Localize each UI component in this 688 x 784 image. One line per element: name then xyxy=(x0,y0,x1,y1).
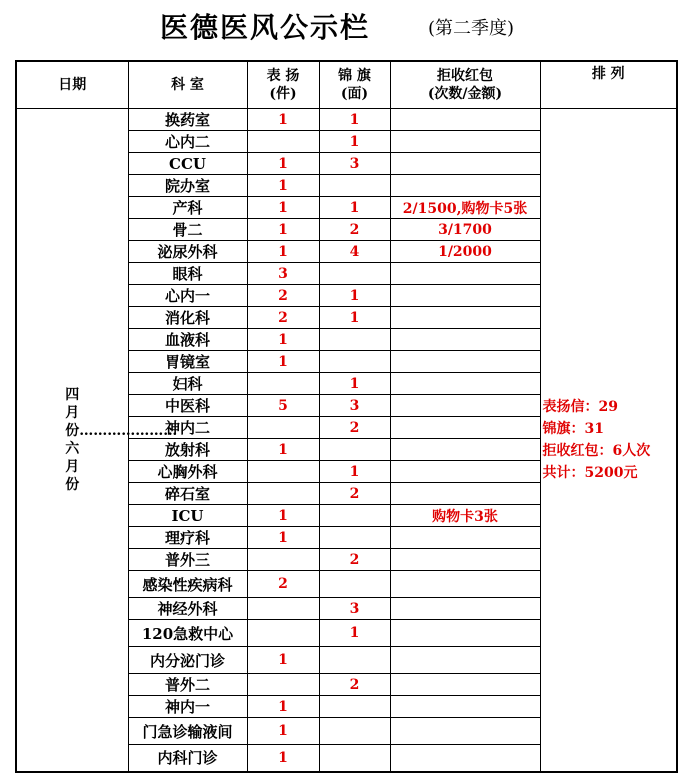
header-redpacket-line2: (次数/金额) xyxy=(427,86,503,102)
dept-cell: 神经外科 xyxy=(128,598,247,620)
praise-cell: 1 xyxy=(247,351,319,373)
banner-cell xyxy=(319,718,390,745)
banner-cell xyxy=(319,647,390,674)
praise-cell: 1 xyxy=(247,197,319,219)
praise-cell: 1 xyxy=(247,109,319,131)
summary-redpacket-total: 拒收红包：6人次 xyxy=(542,442,651,459)
dept-cell: 中医科 xyxy=(128,395,247,417)
notice-table xyxy=(15,60,678,773)
redpacket-cell xyxy=(390,395,540,417)
banner-cell: 1 xyxy=(319,461,390,483)
praise-cell: 1 xyxy=(247,241,319,263)
dept-cell: 神内一 xyxy=(128,696,247,718)
dept-cell: 普外三 xyxy=(128,549,247,571)
redpacket-cell: 购物卡3张 xyxy=(390,505,540,527)
redpacket-cell xyxy=(390,718,540,745)
banner-cell: 3 xyxy=(319,153,390,175)
praise-cell xyxy=(247,373,319,395)
redpacket-cell: 1/2000 xyxy=(390,241,540,263)
praise-cell: 1 xyxy=(247,175,319,197)
redpacket-cell xyxy=(390,598,540,620)
redpacket-cell xyxy=(390,674,540,696)
praise-cell: 5 xyxy=(247,395,319,417)
praise-cell xyxy=(247,598,319,620)
praise-cell xyxy=(247,549,319,571)
dept-cell: 内分泌门诊 xyxy=(128,647,247,674)
summary-banner-total: 锦旗：31 xyxy=(542,420,604,437)
redpacket-cell xyxy=(390,620,540,647)
dept-cell: 院办室 xyxy=(128,175,247,197)
dept-cell: 骨二 xyxy=(128,219,247,241)
header-rank: 排 列 xyxy=(540,61,677,109)
praise-cell: 1 xyxy=(247,329,319,351)
banner-cell: 2 xyxy=(319,549,390,571)
banner-cell xyxy=(319,351,390,373)
banner-cell xyxy=(319,263,390,285)
redpacket-cell xyxy=(390,696,540,718)
praise-cell: 1 xyxy=(247,219,319,241)
redpacket-cell xyxy=(390,175,540,197)
summary-praise-total: 表扬信：29 xyxy=(542,398,618,415)
dept-cell: CCU xyxy=(128,153,247,175)
redpacket-cell: 2/1500,购物卡5张 xyxy=(390,197,540,219)
redpacket-cell xyxy=(390,527,540,549)
header-praise-line2: (件) xyxy=(269,86,297,102)
redpacket-cell xyxy=(390,439,540,461)
banner-cell: 2 xyxy=(319,674,390,696)
redpacket-cell xyxy=(390,307,540,329)
dept-cell: 换药室 xyxy=(128,109,247,131)
banner-cell: 1 xyxy=(319,131,390,153)
summary-cell xyxy=(540,109,677,772)
header-banner-line1: 锦 旗 xyxy=(338,68,371,84)
banner-cell xyxy=(319,329,390,351)
redpacket-cell xyxy=(390,461,540,483)
banner-cell: 1 xyxy=(319,307,390,329)
redpacket-cell: 3/1700 xyxy=(390,219,540,241)
redpacket-cell xyxy=(390,109,540,131)
dept-cell: 心内一 xyxy=(128,285,247,307)
dept-cell: 胃镜室 xyxy=(128,351,247,373)
banner-cell xyxy=(319,696,390,718)
praise-cell: 2 xyxy=(247,571,319,598)
banner-cell: 3 xyxy=(319,395,390,417)
banner-cell: 2 xyxy=(319,417,390,439)
redpacket-cell xyxy=(390,571,540,598)
header-redpacket-line1: 拒收红包 xyxy=(437,68,493,84)
dept-cell: 碎石室 xyxy=(128,483,247,505)
redpacket-cell xyxy=(390,483,540,505)
dept-cell: 神内二 xyxy=(128,417,247,439)
header-row xyxy=(16,61,677,109)
dept-cell: 理疗科 xyxy=(128,527,247,549)
praise-cell xyxy=(247,417,319,439)
praise-cell xyxy=(247,461,319,483)
banner-cell: 1 xyxy=(319,373,390,395)
praise-cell: 1 xyxy=(247,718,319,745)
praise-cell: 2 xyxy=(247,285,319,307)
redpacket-cell xyxy=(390,549,540,571)
praise-cell: 1 xyxy=(247,696,319,718)
praise-cell: 1 xyxy=(247,527,319,549)
redpacket-cell xyxy=(390,417,540,439)
period-text: 四月份…………………六月份 xyxy=(65,386,178,493)
banner-cell: 1 xyxy=(319,620,390,647)
header-dept: 科 室 xyxy=(128,61,247,109)
praise-cell xyxy=(247,131,319,153)
period-cell xyxy=(16,109,178,772)
praise-cell: 1 xyxy=(247,647,319,674)
table-row xyxy=(16,109,677,131)
redpacket-cell xyxy=(390,285,540,307)
header-praise xyxy=(247,61,319,109)
header-banner xyxy=(319,61,390,109)
praise-cell xyxy=(247,483,319,505)
dept-cell: 内科门诊 xyxy=(128,745,247,772)
dept-cell: 眼科 xyxy=(128,263,247,285)
redpacket-cell xyxy=(390,153,540,175)
banner-cell: 1 xyxy=(319,109,390,131)
banner-cell xyxy=(319,439,390,461)
header-praise-line1: 表 扬 xyxy=(266,68,300,84)
banner-cell xyxy=(319,571,390,598)
page-title: 医德医风公示栏 xyxy=(160,11,371,44)
redpacket-cell xyxy=(390,373,540,395)
page-subtitle: (第二季度) xyxy=(428,18,515,39)
banner-cell xyxy=(319,505,390,527)
banner-cell: 2 xyxy=(319,219,390,241)
dept-cell: 泌尿外科 xyxy=(128,241,247,263)
banner-cell xyxy=(319,745,390,772)
praise-cell: 1 xyxy=(247,153,319,175)
dept-cell: 感染性疾病科 xyxy=(128,571,247,598)
dept-cell: 心胸外科 xyxy=(128,461,247,483)
dept-cell: 产科 xyxy=(128,197,247,219)
dept-cell: 消化科 xyxy=(128,307,247,329)
header-banner-line2: (面) xyxy=(340,86,369,102)
dept-cell: 妇科 xyxy=(128,373,247,395)
header-date: 日期 xyxy=(16,61,128,109)
praise-cell xyxy=(247,620,319,647)
dept-cell: 血液科 xyxy=(128,329,247,351)
redpacket-cell xyxy=(390,647,540,674)
banner-cell: 1 xyxy=(319,197,390,219)
redpacket-cell xyxy=(390,131,540,153)
banner-cell xyxy=(319,527,390,549)
praise-cell: 3 xyxy=(247,263,319,285)
redpacket-cell xyxy=(390,745,540,772)
header-redpacket xyxy=(390,61,540,109)
dept-cell: 放射科 xyxy=(128,439,247,461)
redpacket-cell xyxy=(390,351,540,373)
banner-cell: 3 xyxy=(319,598,390,620)
dept-cell: 心内二 xyxy=(128,131,247,153)
banner-cell: 4 xyxy=(319,241,390,263)
dept-cell: ICU xyxy=(128,505,247,527)
banner-cell: 2 xyxy=(319,483,390,505)
dept-cell: 普外二 xyxy=(128,674,247,696)
dept-cell: 120急救中心 xyxy=(128,620,247,647)
praise-cell: 1 xyxy=(247,505,319,527)
praise-cell: 2 xyxy=(247,307,319,329)
praise-cell: 1 xyxy=(247,439,319,461)
redpacket-cell xyxy=(390,329,540,351)
dept-cell: 门急诊输液间 xyxy=(128,718,247,745)
praise-cell: 1 xyxy=(247,745,319,772)
praise-cell xyxy=(247,674,319,696)
redpacket-cell xyxy=(390,263,540,285)
banner-cell: 1 xyxy=(319,285,390,307)
summary-amount-total: 共计：5200元 xyxy=(542,464,638,481)
banner-cell xyxy=(319,175,390,197)
